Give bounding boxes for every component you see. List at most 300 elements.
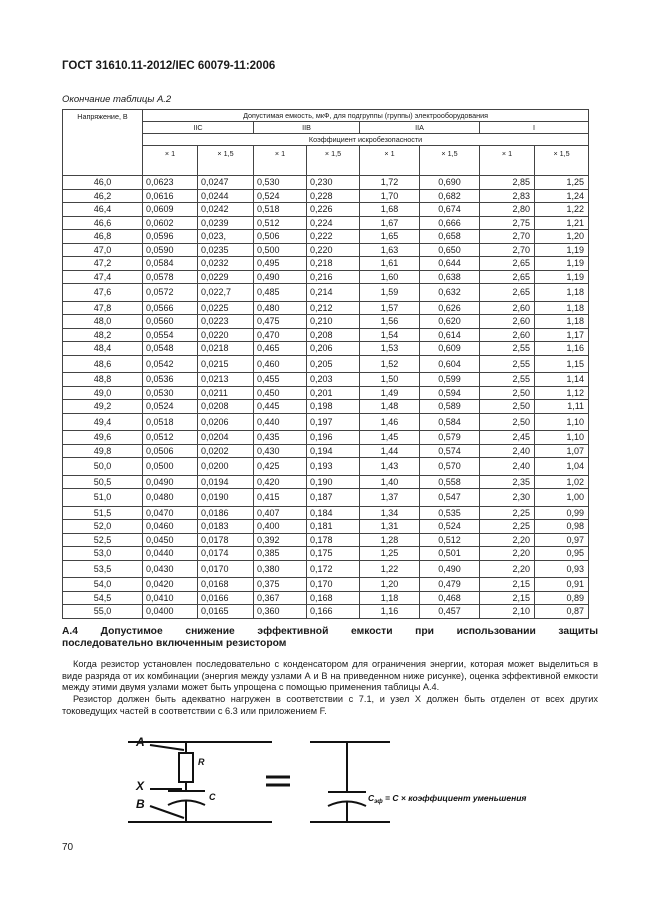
capacity-cell: 0,614 [420, 328, 480, 342]
capacity-cell: 0,226 [307, 203, 360, 217]
capacity-cell: 0,166 [307, 605, 360, 619]
capacity-cell: 0,0542 [143, 355, 198, 373]
capacity-cell: 2,80 [480, 203, 535, 217]
capacity-cell: 0,574 [420, 444, 480, 458]
capacity-cell: 1,67 [360, 216, 420, 230]
capacity-cell: 1,21 [535, 216, 589, 230]
table-row [63, 560, 589, 578]
circuit-figure [0, 720, 646, 835]
node-a-label: A [136, 735, 145, 749]
capacity-cell: 1,65 [360, 230, 420, 244]
capacity-cell: 0,535 [420, 506, 480, 520]
table-row [63, 431, 589, 445]
capacity-cell: 2,30 [480, 489, 535, 507]
capacity-cell: 0,457 [420, 605, 480, 619]
capacity-cell: 0,440 [254, 413, 307, 431]
capacity-cell: 0,89 [535, 591, 589, 605]
capacity-cell: 2,55 [480, 355, 535, 373]
capacity-cell: 0,470 [254, 328, 307, 342]
capacity-cell: 2,25 [480, 520, 535, 534]
safety-factor-cell: × 1,5 [307, 146, 360, 176]
capacity-cell: 0,0548 [143, 342, 198, 356]
capacity-cell: 0,0225 [198, 301, 254, 315]
capacity-cell: 2,55 [480, 373, 535, 387]
voltage-cell: 46,0 [63, 176, 143, 190]
section-title-cont: последовательно включенным резистором [62, 638, 287, 649]
paragraph: Резистор должен быть адекватно нагружен в соответствии с 7.1, и узел X должен быть отделен от всех других токоведущих частей в соответствии с 6.3 или приложением F. [62, 694, 598, 716]
capacitor-label: C [209, 792, 216, 802]
capacity-cell: 2,70 [480, 243, 535, 257]
capacity-cell: 0,594 [420, 386, 480, 400]
capacity-cell: 0,0602 [143, 216, 198, 230]
capacity-cell: 2,20 [480, 560, 535, 578]
capacity-cell: 2,45 [480, 431, 535, 445]
capacity-cell: 0,0623 [143, 176, 198, 190]
capacity-cell: 1,22 [535, 203, 589, 217]
capacity-cell: 0,0232 [198, 257, 254, 271]
capacity-cell: 1,49 [360, 386, 420, 400]
capacity-cell: 0,0168 [198, 578, 254, 592]
voltage-cell: 47,8 [63, 301, 143, 315]
capacity-cell: 2,60 [480, 301, 535, 315]
capacity-cell: 0,0178 [198, 533, 254, 547]
capacity-cell: 0,589 [420, 400, 480, 414]
capacity-cell: 1,17 [535, 328, 589, 342]
capacity-cell: 0,465 [254, 342, 307, 356]
capacity-cell: 0,0420 [143, 578, 198, 592]
capacity-cell: 1,59 [360, 284, 420, 302]
capacity-cell: 0,0410 [143, 591, 198, 605]
capacity-cell: 0,198 [307, 400, 360, 414]
capacity-cell: 0,0572 [143, 284, 198, 302]
capacity-cell: 0,558 [420, 475, 480, 489]
table-row [63, 203, 589, 217]
capacity-cell: 0,0554 [143, 328, 198, 342]
capacity-cell: 0,208 [307, 328, 360, 342]
capacity-cell: 2,60 [480, 328, 535, 342]
effective-capacity-formula: $C_{эф} = C$ × коэффициент уменьшения [368, 793, 527, 805]
capacity-cell: 2,65 [480, 270, 535, 284]
table-row [63, 284, 589, 302]
capacity-cell: 1,25 [360, 547, 420, 561]
voltage-cell: 48,8 [63, 373, 143, 387]
capacity-cell: 0,212 [307, 301, 360, 315]
capacity-cell: 0,0220 [198, 328, 254, 342]
table-row [63, 342, 589, 356]
capacity-cell: 0,0450 [143, 533, 198, 547]
capacity-cell: 0,666 [420, 216, 480, 230]
table-row [63, 591, 589, 605]
capacity-cell: 0,0242 [198, 203, 254, 217]
capacity-cell: 0,0213 [198, 373, 254, 387]
capacity-cell: 0,0566 [143, 301, 198, 315]
voltage-cell: 53,5 [63, 560, 143, 578]
capacity-cell: 0,218 [307, 257, 360, 271]
table-row [63, 506, 589, 520]
table-row [63, 413, 589, 431]
voltage-cell: 48,0 [63, 315, 143, 329]
capacity-cell: 0,468 [420, 591, 480, 605]
capacity-cell: 0,216 [307, 270, 360, 284]
table-row [63, 243, 589, 257]
voltage-cell: 46,2 [63, 189, 143, 203]
capacity-cell: 0,0584 [143, 257, 198, 271]
capacity-cell: 1,70 [360, 189, 420, 203]
capacity-cell: 1,20 [360, 578, 420, 592]
capacity-cell: 0,0211 [198, 386, 254, 400]
capacity-cell: 0,87 [535, 605, 589, 619]
capacity-cell: 0,547 [420, 489, 480, 507]
capacity-cell: 0,0590 [143, 243, 198, 257]
capacity-cell: 0,420 [254, 475, 307, 489]
capacity-cell: 0,0247 [198, 176, 254, 190]
resistor-label: R [198, 757, 205, 767]
capacity-cell: 0,0560 [143, 315, 198, 329]
capacity-cell: 0,530 [254, 176, 307, 190]
capacitance-table [62, 109, 589, 619]
capacity-cell: 0,93 [535, 560, 589, 578]
capacity-cell: 0,99 [535, 506, 589, 520]
capacity-cell: 0,512 [254, 216, 307, 230]
capacity-cell: 0,475 [254, 315, 307, 329]
capacity-cell: 0,210 [307, 315, 360, 329]
capacity-cell: 0,380 [254, 560, 307, 578]
table-caption: Окончание таблицы А.2 [62, 94, 172, 105]
capacity-cell: 0,375 [254, 578, 307, 592]
capacity-cell: 0,0500 [143, 458, 198, 476]
capacity-cell: 1,07 [535, 444, 589, 458]
capacity-cell: 1,12 [535, 386, 589, 400]
capacity-cell: 0,197 [307, 413, 360, 431]
capacity-cell: 1,63 [360, 243, 420, 257]
capacity-cell: 0,203 [307, 373, 360, 387]
capacity-cell: 0,425 [254, 458, 307, 476]
capacity-cell: 1,68 [360, 203, 420, 217]
voltage-cell: 49,0 [63, 386, 143, 400]
group-header: IIC [143, 122, 254, 134]
capacity-cell: 0,360 [254, 605, 307, 619]
safety-factor-cell: × 1 [143, 146, 198, 176]
node-b-label: B [136, 797, 145, 811]
capacity-cell: 0,222 [307, 230, 360, 244]
capacity-cell: 0,632 [420, 284, 480, 302]
table-row [63, 520, 589, 534]
capacity-cell: 0,193 [307, 458, 360, 476]
table-row [63, 328, 589, 342]
capacity-cell: 0,644 [420, 257, 480, 271]
capacity-cell: 0,0480 [143, 489, 198, 507]
capacity-cell: 0,170 [307, 578, 360, 592]
capacity-cell: 1,00 [535, 489, 589, 507]
capacity-cell: 2,85 [480, 176, 535, 190]
capacity-cell: 0,0170 [198, 560, 254, 578]
voltage-cell: 46,6 [63, 216, 143, 230]
capacity-cell: 0,407 [254, 506, 307, 520]
capacity-cell: 0,626 [420, 301, 480, 315]
capacity-cell: 0,501 [420, 547, 480, 561]
table-row [63, 444, 589, 458]
table-row [63, 605, 589, 619]
voltage-cell: 48,4 [63, 342, 143, 356]
capacity-cell: 0,506 [254, 230, 307, 244]
capacity-cell: 0,0518 [143, 413, 198, 431]
capacity-cell: 0,228 [307, 189, 360, 203]
capacity-cell: 0,0202 [198, 444, 254, 458]
capacity-cell: 1,34 [360, 506, 420, 520]
group-header: IIB [254, 122, 360, 134]
voltage-cell: 50,5 [63, 475, 143, 489]
voltage-cell: 49,6 [63, 431, 143, 445]
table-row [63, 400, 589, 414]
capacity-cell: 1,46 [360, 413, 420, 431]
capacity-cell: 0,430 [254, 444, 307, 458]
voltage-cell: 50,0 [63, 458, 143, 476]
document-header: ГОСТ 31610.11-2012/IEC 60079-11:2006 [62, 60, 276, 72]
capacity-cell: 1,16 [535, 342, 589, 356]
capacity-cell: 0,0596 [143, 230, 198, 244]
capacity-cell: 0,0204 [198, 431, 254, 445]
capacity-cell: 0,579 [420, 431, 480, 445]
capacity-cell: 1,48 [360, 400, 420, 414]
table-row [63, 230, 589, 244]
capacity-cell: 0,220 [307, 243, 360, 257]
voltage-cell: 47,6 [63, 284, 143, 302]
table-row [63, 189, 589, 203]
capacity-cell: 1,19 [535, 243, 589, 257]
capacity-cell: 0,0616 [143, 189, 198, 203]
capacity-cell: 2,50 [480, 400, 535, 414]
capacity-cell: 2,70 [480, 230, 535, 244]
voltage-cell: 51,5 [63, 506, 143, 520]
capacity-cell: 0,400 [254, 520, 307, 534]
capacity-cell: 1,53 [360, 342, 420, 356]
capacity-cell: 2,83 [480, 189, 535, 203]
capacity-cell: 0,435 [254, 431, 307, 445]
safety-factor-header: Коэффициент искробезопасности [143, 134, 589, 146]
capacity-cell: 0,500 [254, 243, 307, 257]
safety-factor-cell: × 1,5 [535, 146, 589, 176]
capacity-cell: 0,0215 [198, 355, 254, 373]
voltage-cell: 55,0 [63, 605, 143, 619]
section-title: А.4 Допустимое снижение эффективной емкости при использовании защиты [62, 626, 598, 637]
capacity-cell: 1,15 [535, 355, 589, 373]
table-row [63, 301, 589, 315]
capacity-cell: 0,0166 [198, 591, 254, 605]
capacity-cell: 1,10 [535, 413, 589, 431]
capacity-cell: 0,524 [420, 520, 480, 534]
voltage-cell: 47,2 [63, 257, 143, 271]
capacity-cell: 0,584 [420, 413, 480, 431]
capacity-cell: 1,18 [535, 315, 589, 329]
capacity-cell: 0,485 [254, 284, 307, 302]
capacity-cell: 0,190 [307, 475, 360, 489]
capacity-cell: 2,10 [480, 605, 535, 619]
capacity-cell: 0,0190 [198, 489, 254, 507]
capacity-cell: 0,609 [420, 342, 480, 356]
capacity-cell: 0,175 [307, 547, 360, 561]
capacity-cell: 1,57 [360, 301, 420, 315]
voltage-cell: 48,2 [63, 328, 143, 342]
voltage-cell: 48,6 [63, 355, 143, 373]
voltage-cell: 46,4 [63, 203, 143, 217]
capacity-cell: 2,25 [480, 506, 535, 520]
capacity-cell: 2,65 [480, 257, 535, 271]
table-row [63, 458, 589, 476]
capacity-cell: 0,205 [307, 355, 360, 373]
capacity-cell: 0,97 [535, 533, 589, 547]
capacity-cell: 0,415 [254, 489, 307, 507]
group-header: IIA [360, 122, 480, 134]
capacity-cell: 0,0430 [143, 560, 198, 578]
capacity-cell: 1,50 [360, 373, 420, 387]
capacity-cell: 0,194 [307, 444, 360, 458]
capacity-cell: 1,60 [360, 270, 420, 284]
capacity-cell: 2,40 [480, 444, 535, 458]
capacity-cell: 0,196 [307, 431, 360, 445]
capacity-cell: 0,0206 [198, 413, 254, 431]
capacity-cell: 0,224 [307, 216, 360, 230]
capacity-cell: 0,0524 [143, 400, 198, 414]
capacity-cell: 0,495 [254, 257, 307, 271]
capacity-cell: 0,0530 [143, 386, 198, 400]
capacity-cell: 0,178 [307, 533, 360, 547]
capacity-cell: 0,0239 [198, 216, 254, 230]
capacity-cell: 0,385 [254, 547, 307, 561]
capacity-cell: 1,31 [360, 520, 420, 534]
capacity-cell: 1,25 [535, 176, 589, 190]
capacity-cell: 0,599 [420, 373, 480, 387]
capacity-cell: 0,201 [307, 386, 360, 400]
capacity-cell: 0,638 [420, 270, 480, 284]
capacity-cell: 0,0440 [143, 547, 198, 561]
capacity-cell: 0,0400 [143, 605, 198, 619]
capacity-cell: 0,682 [420, 189, 480, 203]
capacity-cell: 2,20 [480, 547, 535, 561]
capacity-cell: 0,023, [198, 230, 254, 244]
voltage-cell: 46,8 [63, 230, 143, 244]
capacity-cell: 0,0506 [143, 444, 198, 458]
capacity-cell: 1,20 [535, 230, 589, 244]
table-row [63, 547, 589, 561]
capacity-cell: 0,0165 [198, 605, 254, 619]
capacity-cell: 2,50 [480, 386, 535, 400]
capacity-cell: 0,0186 [198, 506, 254, 520]
capacity-cell: 1,24 [535, 189, 589, 203]
capacity-cell: 0,490 [420, 560, 480, 578]
capacity-cell: 0,0200 [198, 458, 254, 476]
table-row [63, 373, 589, 387]
capacity-cell: 1,19 [535, 270, 589, 284]
capacity-cell: 2,20 [480, 533, 535, 547]
capacity-cell: 0,172 [307, 560, 360, 578]
capacity-cell: 0,620 [420, 315, 480, 329]
capacity-cell: 1,18 [535, 301, 589, 315]
table-row [63, 216, 589, 230]
capacity-cell: 0,206 [307, 342, 360, 356]
capacity-cell: 1,02 [535, 475, 589, 489]
page-number: 70 [62, 842, 74, 853]
capacity-cell: 1,28 [360, 533, 420, 547]
safety-factor-cell: × 1,5 [198, 146, 254, 176]
capacity-cell: 1,11 [535, 400, 589, 414]
capacity-cell: 1,22 [360, 560, 420, 578]
voltage-cell: 49,8 [63, 444, 143, 458]
table-row [63, 315, 589, 329]
safety-factor-cell: × 1 [360, 146, 420, 176]
capacity-cell: 1,14 [535, 373, 589, 387]
voltage-cell: 52,0 [63, 520, 143, 534]
capacity-cell: 1,43 [360, 458, 420, 476]
capacity-cell: 1,16 [360, 605, 420, 619]
voltage-cell: 52,5 [63, 533, 143, 547]
safety-factor-cell: × 1 [480, 146, 535, 176]
capacity-cell: 0,0470 [143, 506, 198, 520]
capacity-cell: 0,95 [535, 547, 589, 561]
capacity-cell: 1,45 [360, 431, 420, 445]
capacity-header: Допустимая емкость, мкФ, для подгруппы (группы) электрооборудования [143, 110, 589, 122]
voltage-cell: 49,4 [63, 413, 143, 431]
capacity-cell: 1,44 [360, 444, 420, 458]
capacity-cell: 0,658 [420, 230, 480, 244]
capacity-cell: 0,0460 [143, 520, 198, 534]
capacity-cell: 2,75 [480, 216, 535, 230]
capacity-cell: 1,40 [360, 475, 420, 489]
voltage-cell: 49,2 [63, 400, 143, 414]
table-row [63, 386, 589, 400]
capacity-cell: 0,214 [307, 284, 360, 302]
safety-factor-cell: × 1,5 [420, 146, 480, 176]
safety-factor-cell: × 1 [254, 146, 307, 176]
capacity-cell: 0,0244 [198, 189, 254, 203]
capacity-cell: 2,15 [480, 578, 535, 592]
capacity-cell: 0,184 [307, 506, 360, 520]
capacity-cell: 0,0183 [198, 520, 254, 534]
capacity-cell: 2,40 [480, 458, 535, 476]
group-header: I [480, 122, 589, 134]
capacity-cell: 0,450 [254, 386, 307, 400]
capacity-cell: 0,0218 [198, 342, 254, 356]
table-row [63, 578, 589, 592]
voltage-cell: 53,0 [63, 547, 143, 561]
capacity-cell: 0,0609 [143, 203, 198, 217]
capacity-cell: 0,230 [307, 176, 360, 190]
capacity-cell: 2,55 [480, 342, 535, 356]
capacity-cell: 0,650 [420, 243, 480, 257]
table-row [63, 257, 589, 271]
capacity-cell: 1,52 [360, 355, 420, 373]
paragraph: Когда резистор установлен последовательно с конденсатором для ограничения энергии, которая может выделиться в виде разряда от их комбинации (энергия между узлами А и В на приведенном ниже рисунке), оценка эффективной емкости между этими двумя узлами может быть упрощена с помощью применения таблицы А.4. [62, 659, 598, 693]
capacity-cell: 2,60 [480, 315, 535, 329]
voltage-header: Напряжение, В [63, 110, 143, 176]
table-row [63, 475, 589, 489]
table-row [63, 270, 589, 284]
capacity-cell: 1,54 [360, 328, 420, 342]
capacity-cell: 1,18 [535, 284, 589, 302]
capacity-cell: 0,0578 [143, 270, 198, 284]
voltage-cell: 54,0 [63, 578, 143, 592]
capacity-cell: 2,50 [480, 413, 535, 431]
voltage-cell: 54,5 [63, 591, 143, 605]
capacity-cell: 0,0208 [198, 400, 254, 414]
capacity-cell: 0,690 [420, 176, 480, 190]
node-x-label: X [136, 779, 145, 793]
capacity-cell: 0,0235 [198, 243, 254, 257]
capacity-cell: 1,61 [360, 257, 420, 271]
capacity-cell: 0,0512 [143, 431, 198, 445]
table-row [63, 533, 589, 547]
capacity-cell: 2,65 [480, 284, 535, 302]
capacity-cell: 0,524 [254, 189, 307, 203]
